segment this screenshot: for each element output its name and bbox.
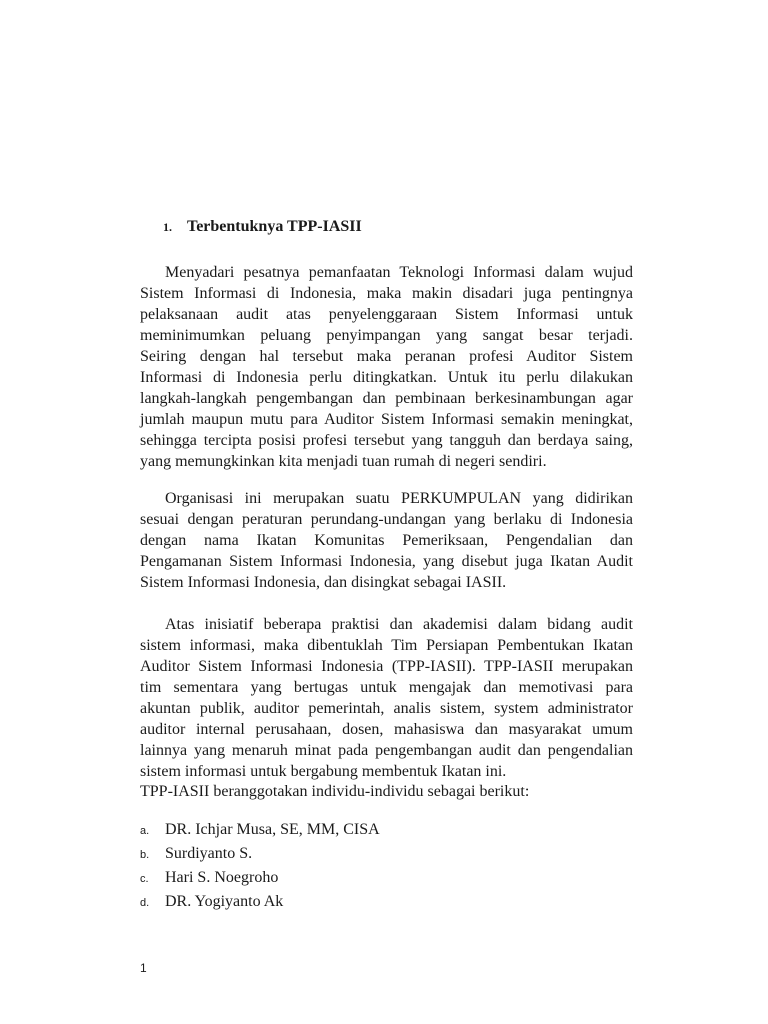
paragraph-line: Sistem Informasi Indonesia, dan disingkat sebagai IASII. <box>140 574 507 591</box>
paragraph-3 <box>140 614 633 782</box>
section-number: 1. <box>163 220 172 234</box>
member-name: DR. Ichjar Musa, SE, MM, CISA <box>165 821 380 838</box>
paragraph-line: Sistem Informasi di Indonesia, maka makin disadari juga pentingnya <box>140 285 633 302</box>
member-name: DR. Yogiyanto Ak <box>165 893 284 910</box>
list-marker: c. <box>140 873 149 885</box>
paragraph-1 <box>140 262 633 472</box>
list-marker: a. <box>140 825 150 837</box>
paragraph-line: auditor internal perusahaan, dosen, mahasiswa dan masyarakat umum <box>140 721 633 738</box>
list-marker: b. <box>140 849 150 861</box>
paragraph-line: langkah-langkah pengembangan dan pembinaan berkesinambungan agar <box>140 390 633 407</box>
section-title: Terbentuknya TPP-IASII <box>187 218 362 235</box>
paragraph-line: sesuai dengan peraturan perundang-undangan yang berlaku di Indonesia <box>140 511 633 528</box>
paragraph-line: lainnya yang menaruh minat pada pengembangan audit dan pengendalian <box>140 742 633 759</box>
paragraph-line: Pengamanan Sistem Informasi Indonesia, yang disebut juga Ikatan Audit <box>140 553 633 570</box>
paragraph-line: pelaksanaan audit atas penyelenggaraan Sistem Informasi untuk <box>140 306 633 323</box>
paragraph-line: Auditor Sistem Informasi Indonesia (TPP-IASII). TPP-IASII merupakan <box>140 658 633 675</box>
paragraph-2 <box>140 488 633 593</box>
list-marker: d. <box>140 897 150 909</box>
member-list <box>140 821 380 917</box>
list-item <box>140 821 380 845</box>
paragraph-line: Atas inisiatif beberapa praktisi dan akademisi dalam bidang audit <box>165 616 633 633</box>
paragraph-line: Menyadari pesatnya pemanfaatan Teknologi Informasi dalam wujud <box>165 264 633 281</box>
paragraph-line: Informasi di Indonesia perlu ditingkatkan. Untuk itu perlu dilakukan <box>140 369 633 386</box>
paragraph-line: Seiring dengan hal tersebut maka peranan profesi Auditor Sistem <box>140 348 633 365</box>
list-item <box>140 893 380 917</box>
page-number: 1 <box>140 961 147 975</box>
section-heading <box>163 218 362 236</box>
paragraph-line: dengan nama Ikatan Komunitas Pemeriksaan, Pengendalian dan <box>140 532 633 549</box>
paragraph-line: sehingga tercipta posisi profesi tersebut yang tangguh dan berdaya saing, <box>140 432 633 449</box>
paragraph-line: TPP-IASII beranggotakan individu-individu sebagai berikut: <box>140 783 530 800</box>
paragraph-line: sistem informasi untuk bergabung membentuk Ikatan ini. <box>140 763 507 780</box>
paragraph-line: meminimumkan peluang penyimpangan yang sangat besar terjadi. <box>140 327 633 344</box>
paragraph-line: tim sementara yang bertugas untuk mengajak dan memotivasi para <box>140 679 633 696</box>
paragraph-4 <box>140 781 633 802</box>
list-item <box>140 845 380 869</box>
paragraph-line: sistem informasi, maka dibentuklah Tim Persiapan Pembentukan Ikatan <box>140 637 633 654</box>
paragraph-line: yang memungkinkan kita menjadi tuan rumah di negeri sendiri. <box>140 453 547 470</box>
paragraph-line: Organisasi ini merupakan suatu PERKUMPULAN yang didirikan <box>165 490 633 507</box>
list-item <box>140 869 380 893</box>
paragraph-line: jumlah maupun mutu para Auditor Sistem Informasi semakin meningkat, <box>140 411 633 428</box>
paragraph-line: akuntan publik, auditor pemerintah, analis sistem, system administrator <box>140 700 633 717</box>
member-name: Hari S. Noegroho <box>165 869 279 886</box>
member-name: Surdiyanto S. <box>165 845 253 862</box>
